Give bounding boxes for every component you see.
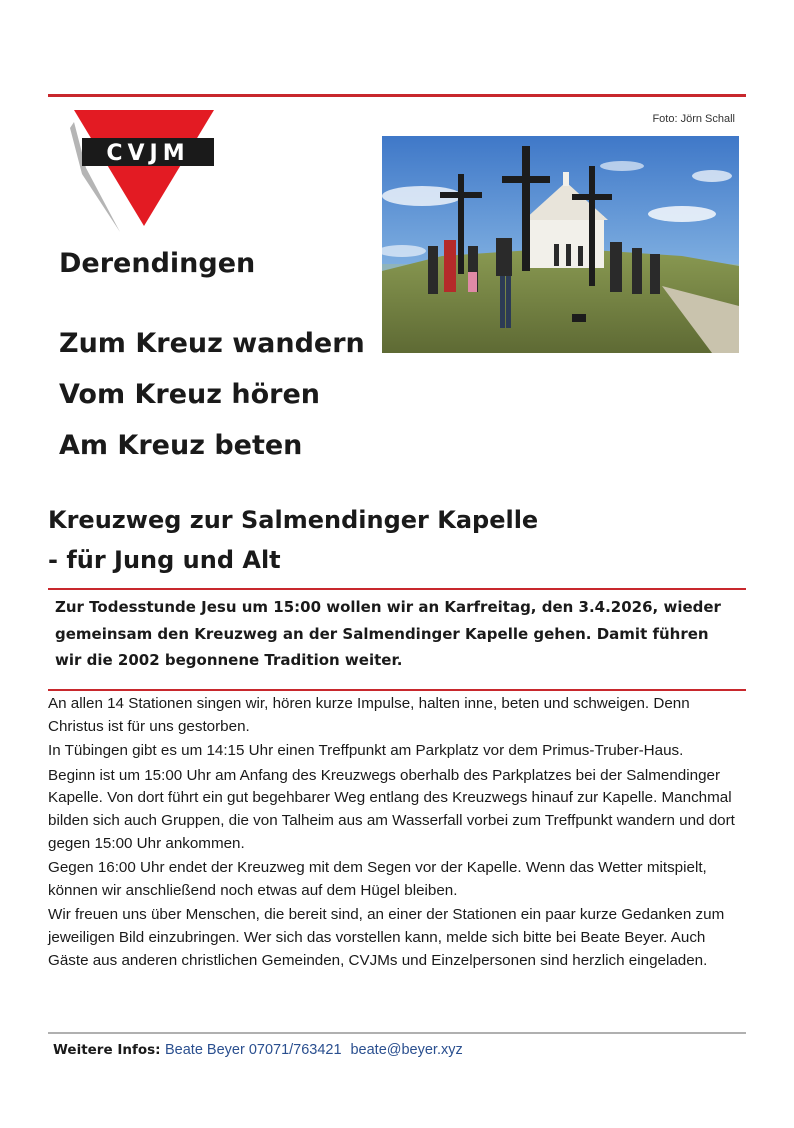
main-title-line: - für Jung und Alt bbox=[48, 546, 281, 574]
logo-text: CVJM bbox=[106, 141, 190, 166]
cvjm-logo bbox=[68, 108, 220, 236]
top-rule bbox=[48, 94, 746, 97]
footer-rule bbox=[48, 1032, 746, 1034]
lead-paragraph: Zur Todesstunde Jesu um 15:00 wollen wir an Karfreitag, den 3.4.2026, wieder gemeinsam den Kreuzweg an der Salmendinger Kapelle gehen. Damit führen wir die 2002 begonnene Tradition weiter. bbox=[55, 598, 721, 669]
footer-label: Weitere Infos: bbox=[53, 1042, 161, 1058]
paragraph: In Tübingen gibt es um 14:15 Uhr einen Treffpunkt am Parkplatz vor dem Primus-Truber-Haus. bbox=[48, 742, 684, 760]
slogan-line: Vom Kreuz hören bbox=[59, 379, 321, 410]
email-link[interactable]: beate@beyer.xyz bbox=[350, 1042, 463, 1058]
org-name: Derendingen bbox=[59, 248, 256, 279]
paragraph: An allen 14 Stationen singen wir, hören kurze Impulse, halten inne, beten und schweigen. Denn Christus ist für uns gestorben. bbox=[48, 695, 690, 735]
paragraph: Wir freuen uns über Menschen, die bereit sind, an einer der Stationen ein paar kurze Gedanken zum jeweiligen Bild einzubringen. Wer sich das vorstellen kann, melde sich bitte bei Beate Beyer. Auch Gäste aus anderen christlichen Gemeinden, CVJMs und Einzelpersonen sind herzlich eingeladen. bbox=[48, 906, 725, 969]
main-title-line: Kreuzweg zur Salmendinger Kapelle bbox=[48, 506, 539, 534]
body-text bbox=[48, 693, 748, 974]
slogan bbox=[59, 318, 365, 471]
footer bbox=[53, 1042, 463, 1058]
contact-link[interactable]: Beate Beyer 07071/763421 bbox=[165, 1042, 342, 1058]
slogan-line: Zum Kreuz wandern bbox=[59, 328, 365, 359]
paragraph: Gegen 16:00 Uhr endet der Kreuzweg mit dem Segen vor der Kapelle. Wenn das Wetter mitspielt, können wir anschließend noch etwas auf dem Hügel bleiben. bbox=[48, 859, 707, 899]
photo-credit: Foto: Jörn Schall bbox=[652, 113, 735, 125]
section-rule bbox=[48, 689, 746, 691]
section-rule bbox=[48, 588, 746, 590]
slogan-line: Am Kreuz beten bbox=[59, 430, 303, 461]
main-title bbox=[48, 500, 538, 580]
paragraph: Beginn ist um 15:00 Uhr am Anfang des Kreuzwegs oberhalb des Parkplatzes bei der Salmendinger Kapelle. Von dort führt ein gut begehbarer Weg entlang des Kreuzwegs hinauf zur Kapelle. Manchmal bilden sich auch Gruppen, die von Talheim aus am Wasserfall vorbei zum Treffpunkt wandern und dort gegen 15:00 Uhr ankommen. bbox=[48, 766, 735, 852]
photo-crosses-chapel-icon bbox=[382, 136, 739, 353]
